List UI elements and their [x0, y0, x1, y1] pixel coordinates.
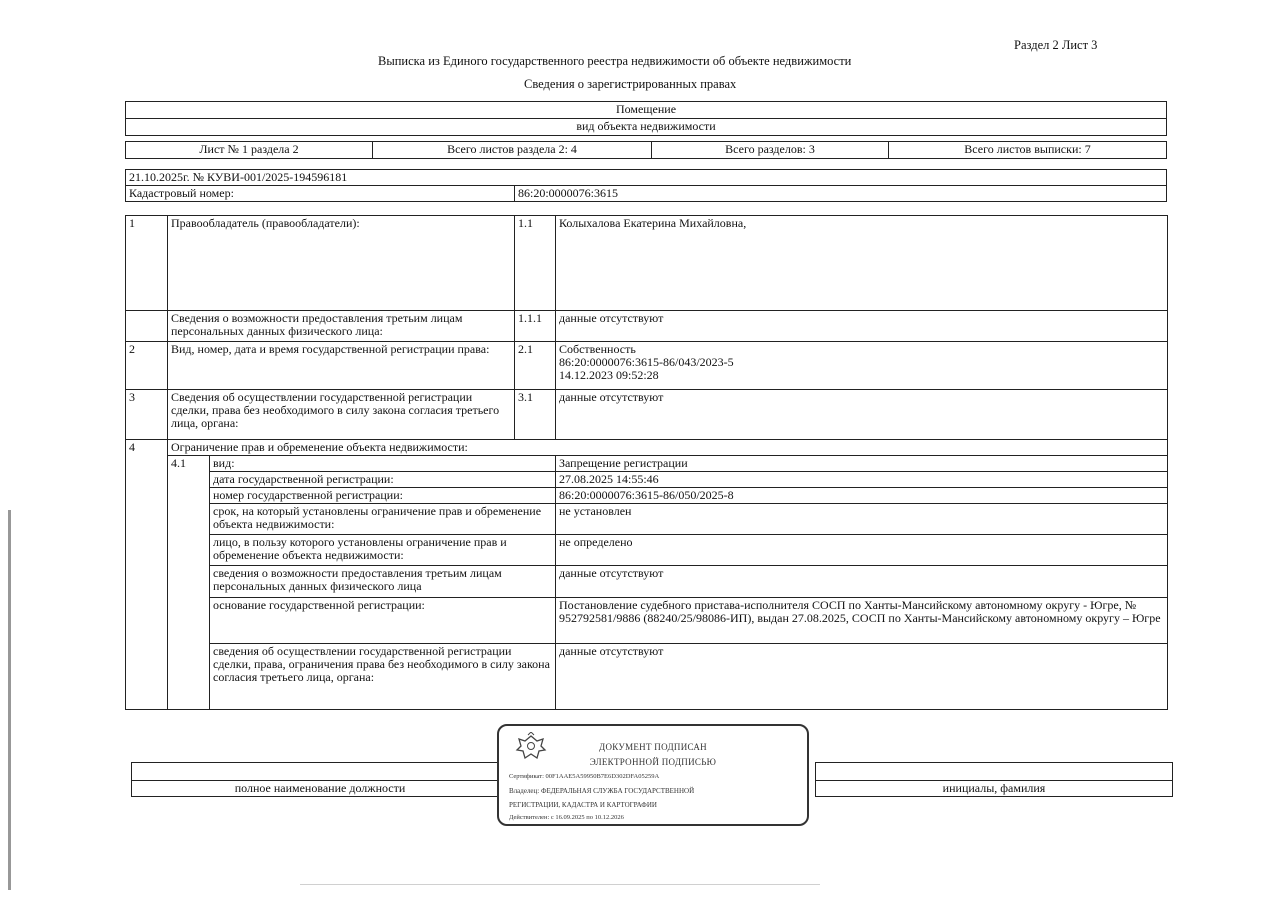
encumbrance-label: основание государственной регистрации:: [210, 598, 556, 644]
stamp-certificate: Сертификат: 00F1AAE5A59950B7E6D302DFA05259A: [509, 773, 660, 780]
encumbrance-label: сведения об осуществлении государственной регистрации сделки, права, ограничения права без необходимого в силу закона согласия третьего лица, органа:: [210, 644, 556, 710]
scan-line: [300, 884, 820, 885]
encumbrance-label: вид:: [210, 456, 556, 472]
row-3-number: 3: [126, 390, 168, 440]
stamp-line-2: ЭЛЕКТРОННОЙ ПОДПИСЬЮ: [589, 757, 717, 767]
sheet-number: Лист № 1 раздела 2: [126, 142, 373, 159]
doc-number: 21.10.2025г. № КУВИ-001/2025-194596181: [126, 170, 1167, 186]
row-1-number: 1: [126, 216, 168, 311]
row-2-label: Вид, номер, дата и время государственной регистрации права:: [168, 342, 515, 390]
doc-id-table: [125, 169, 1167, 202]
cadastral-label: Кадастровый номер:: [126, 186, 515, 202]
object-type-caption-box: [125, 118, 1167, 136]
encumbrance-label: лицо, в пользу которого установлены ограничение прав и обременение объекта недвижимости:: [210, 535, 556, 566]
encumbrance-value: Запрещение регистрации: [556, 456, 1168, 472]
right-type: Собственность: [559, 342, 636, 356]
stamp-owner: Владелец: ФЕДЕРАЛЬНАЯ СЛУЖБА ГОСУДАРСТВЕННОЙ: [509, 787, 695, 795]
encumbrance-value: 86:20:0000076:3615-86/050/2025-8: [556, 488, 1168, 504]
encumbrance-label: дата государственной регистрации:: [210, 472, 556, 488]
object-type: Помещение: [615, 102, 677, 116]
row-4-number: 4: [126, 440, 168, 710]
row-1-1-label: Сведения о возможности предоставления третьим лицам персональных данных физического лица:: [168, 311, 515, 342]
object-type-box: [125, 101, 1167, 119]
object-type-caption: вид объекта недвижимости: [576, 119, 716, 133]
encumbrance-value: Постановление судебного пристава-исполнителя СОСП по Ханты-Мансийскому автономному округу - Югре, № 952792581/9886 (88240/25/98086-ИП), выдан 27.08.2025, СОСП по Ханты-Мансийскому автономному округу – Югре: [556, 598, 1168, 644]
row-3-label: Сведения об осуществлении государственной регистрации сделки, права без необходимого в силу закона согласия третьего лица, органа:: [168, 390, 515, 440]
sheets-in-section: Всего листов раздела 2: 4: [373, 142, 652, 159]
encumbrance-label: номер государственной регистрации:: [210, 488, 556, 504]
encumbrance-label: срок, на который установлены ограничение прав и обременение объекта недвижимости:: [210, 504, 556, 535]
total-sheets: Всего листов выписки: 7: [889, 142, 1167, 159]
row-1-value: Колыхалова Екатерина Михайловна,: [556, 216, 1168, 311]
rights-table: [125, 215, 1168, 710]
stamp-owner-cont: РЕГИСТРАЦИИ, КАДАСТРА И КАРТОГРАФИИ: [509, 801, 657, 809]
document-subtitle: Сведения о зарегистрированных правах: [524, 77, 737, 91]
stamp-line-1: ДОКУМЕНТ ПОДПИСАН: [599, 742, 707, 752]
row-1-code: 1.1: [515, 216, 556, 311]
row-2-number: 2: [126, 342, 168, 390]
sheet-info-table: [125, 141, 1167, 159]
page-reference: Раздел 2 Лист 3: [1014, 38, 1098, 52]
row-1-1-code: 1.1.1: [515, 311, 556, 342]
row-3-value: данные отсутствуют: [556, 390, 1168, 440]
encumbrance-value: не установлен: [556, 504, 1168, 535]
name-caption: инициалы, фамилия: [816, 781, 1173, 797]
right-number: 86:20:0000076:3615-86/043/2023-5: [559, 355, 734, 369]
encumbrance-value: 27.08.2025 14:55:46: [556, 472, 1168, 488]
row-1-1-value: данные отсутствуют: [556, 311, 1168, 342]
row-2-value: [556, 342, 1168, 390]
total-sections: Всего разделов: 3: [652, 142, 889, 159]
row-3-code: 3.1: [515, 390, 556, 440]
row-2-code: 2.1: [515, 342, 556, 390]
row-4-label: Ограничение прав и обременение объекта недвижимости:: [168, 440, 1168, 456]
encumbrance-value: не определено: [556, 535, 1168, 566]
encumbrance-value: данные отсутствуют: [556, 644, 1168, 710]
scan-edge: [8, 510, 11, 890]
row-4-1-code: 4.1: [168, 456, 210, 710]
position-caption: полное наименование должности: [132, 781, 509, 797]
encumbrance-label: сведения о возможности предоставления третьим лицам персональных данных физического лица: [210, 566, 556, 598]
document-title: Выписка из Единого государственного реестра недвижимости об объекте недвижимости: [378, 54, 852, 68]
cadastral-number: 86:20:0000076:3615: [515, 186, 1167, 202]
electronic-signature-stamp: [497, 724, 809, 826]
right-datetime: 14.12.2023 09:52:28: [559, 368, 659, 382]
encumbrance-value: данные отсутствуют: [556, 566, 1168, 598]
stamp-validity: Действителен: с 16.09.2025 по 10.12.2026: [509, 814, 624, 821]
row-1-label: Правообладатель (правообладатели):: [168, 216, 515, 311]
